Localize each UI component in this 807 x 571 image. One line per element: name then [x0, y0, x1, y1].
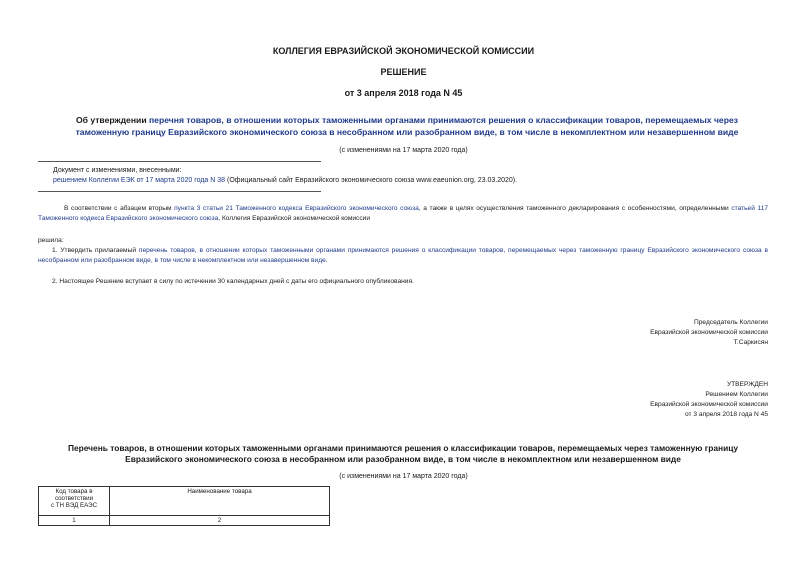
approved-date: от 3 апреля 2018 года N 45 [684, 411, 768, 418]
signature-block [468, 318, 768, 348]
title-link[interactable]: перечня товаров, в отношении которых таможенными органами принимаются решения о классификации товаров, перемещаемых через таможенную границу Евразийского экономического союза в несобранном или разобранном виде, в том числе в некомплектном или незавершенном виде [75, 115, 739, 137]
approve-list-link[interactable]: перечень товаров, в отношении которых таможенными органами принимаются решения о классификации товаров, перемещаемых через таможенную границу Евразийского экономического союза в несобранном или разобранном виде, в том числе в некомплектном или незавершенном виде [38, 247, 768, 264]
signature-name: Т.Саркисян [733, 339, 768, 346]
approve-text-b: . [325, 257, 328, 264]
header-code-line3: с ТН ВЭД ЕАЭС [50, 502, 98, 509]
signature-org: Евразийской экономической комиссии [650, 329, 768, 336]
table-header-row [39, 487, 330, 516]
approved-org: Евразийской экономической комиссии [650, 401, 768, 408]
changes-link[interactable]: решением Коллегии ЕЭК от 17 марта 2020 года N 38 [53, 177, 226, 184]
list-revision: (с изменениями на 17 марта 2020 года) [339, 473, 468, 480]
list-title: Перечень товаров, в отношении которых таможенными органами принимаются решения о классификации товаров, перемещаемых через таможенную границу Евразийского экономического союза в несобранном или разобранном виде, в том числе в некомплектном или незавершенном виде [67, 443, 739, 464]
divider-top [38, 161, 321, 162]
header-code [39, 487, 110, 516]
preamble-link-article21[interactable]: пункта 3 статьи 21 Таможенного кодекса Евразийского экономического союза [174, 205, 419, 212]
signature-position: Председатель Коллегии [694, 319, 768, 326]
approved-block [468, 380, 768, 420]
preamble-link-article117[interactable]: статьей 117 Таможенного кодекса Евразийского экономического союза [38, 205, 769, 222]
approved-label: УТВЕРЖДЕН [726, 381, 768, 388]
changes-intro: Документ с изменениями, внесенными: [53, 167, 182, 174]
title-revision: (с изменениями на 17 марта 2020 года) [339, 147, 468, 154]
col-number-1: 1 [39, 516, 110, 526]
approved-by: Решением Коллегии [705, 391, 768, 398]
resolved-label: решила: [38, 237, 64, 244]
paragraph-effective: 2. Настоящее Решение вступает в силу по истечении 30 календарных дней с даты его официального опубликования. [52, 278, 414, 285]
paragraph-preamble [38, 204, 768, 224]
approve-text-a: 1. Утвердить прилагаемый [52, 247, 139, 254]
org-name: КОЛЛЕГИЯ ЕВРАЗИЙСКОЙ ЭКОНОМИЧЕСКОЙ КОМИССИИ [272, 46, 535, 56]
paragraph-approve [38, 246, 768, 266]
document-title [56, 114, 758, 138]
col-number-2: 2 [110, 516, 330, 526]
header-name: Наименование товара [110, 487, 330, 516]
preamble-text-b: , а также в целях осуществления таможенного декларирования с особенностями, определенными [418, 205, 732, 212]
header-code-line1: Код товара в [55, 488, 93, 495]
title-prefix: Об утверждении [75, 115, 149, 125]
doc-date-number: от 3 апреля 2018 года N 45 [344, 88, 463, 98]
changes-line [53, 176, 517, 186]
goods-table [38, 486, 330, 526]
preamble-text-c: , Коллегия Евразийской экономической комиссии [218, 215, 371, 222]
table-row [39, 516, 330, 526]
preamble-text-a: В соответствии с абзацем вторым [64, 205, 175, 212]
header-code-line2: соответствии [54, 495, 94, 502]
changes-suffix: (Официальный сайт Евразийского экономического союза www.eaeunion.org, 23.03.2020). [225, 177, 518, 184]
divider-bottom [38, 191, 321, 192]
doc-type: РЕШЕНИЕ [380, 67, 427, 77]
